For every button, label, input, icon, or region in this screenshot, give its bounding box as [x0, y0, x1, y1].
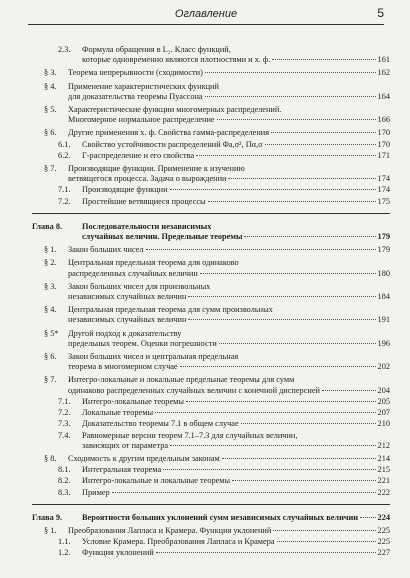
entry-title-line: Производящие функции. Применение к изучению — [68, 164, 245, 174]
toc-section-entry[interactable] — [32, 329, 390, 349]
entry-title-line: Свойство устойчивости распределений Φa,σ², Πα,σ — [82, 139, 263, 149]
header-page-number: 5 — [377, 6, 384, 20]
entry-title-line: Интегральная теорема — [82, 465, 162, 475]
entry-page-number: 214 — [377, 453, 390, 463]
dot-leader — [232, 480, 375, 481]
entry-page-number: 227 — [377, 548, 390, 558]
chapter-divider — [32, 504, 390, 505]
entry-page-number: 175 — [377, 196, 390, 206]
entry-number: 7.2. — [58, 408, 71, 418]
dot-leader — [156, 552, 376, 553]
entry-title-line: Вероятности больших уклонений сумм независимых случайных величин — [82, 512, 359, 522]
toc-section-entry[interactable] — [32, 282, 390, 302]
entry-title-line: случайных величин. Предельные теоремы — [82, 232, 243, 242]
dot-leader — [271, 132, 375, 133]
entry-number: 7.1. — [58, 185, 71, 195]
entry-title-line: одинаково распределенных случайных величин с конечной дисперсией — [68, 385, 320, 395]
toc-subsection-entry[interactable] — [32, 408, 390, 418]
entry-number: 8.2. — [58, 476, 71, 486]
entry-title-line: Закон больших чисел для произвольных — [68, 281, 211, 291]
dot-leader — [170, 189, 376, 190]
entry-title-line: Интегро-локальные теоремы — [82, 396, 184, 406]
dot-leader — [217, 119, 376, 120]
toc-section-entry[interactable] — [32, 245, 390, 255]
entry-title-line: Функция уклонений — [82, 548, 154, 558]
entry-page-number: 205 — [377, 396, 390, 406]
entry-page-number: 224 — [377, 512, 390, 522]
entry-title-line: Преобразования Лапласа и Крамера. Функция уклонений — [68, 525, 272, 535]
entry-page-number: 174 — [377, 185, 390, 195]
dot-leader — [180, 366, 376, 367]
entry-page-number: 225 — [377, 525, 390, 535]
entry-title-line: которые одновременно являются плотностями и х. ф. — [82, 55, 271, 65]
entry-number: § 1. — [44, 525, 57, 535]
toc-chapter-entry[interactable] — [32, 513, 390, 523]
entry-number: Глава 8. — [32, 221, 63, 231]
entry-page-number: 204 — [377, 385, 390, 395]
toc-subsection-entry[interactable] — [32, 185, 390, 195]
entry-page-number: 196 — [377, 338, 390, 348]
toc-section-entry[interactable] — [32, 305, 390, 325]
toc-subsection-entry[interactable] — [32, 488, 390, 498]
toc-section-entry[interactable] — [32, 164, 390, 184]
entry-title-line: Производящие функции — [82, 185, 168, 195]
entry-number: 7.4. — [58, 430, 71, 440]
dot-leader — [155, 412, 376, 413]
entry-title-line: Условие Крамера. Преобразования Лапласа и Крамера — [82, 537, 275, 547]
entry-title-line: Другой подход к доказательству — [68, 328, 182, 338]
dot-leader — [228, 178, 375, 179]
entry-number: § 4. — [44, 305, 57, 315]
entry-number: § 5* — [44, 328, 59, 338]
entry-number: § 2. — [44, 258, 57, 268]
dot-leader — [277, 541, 376, 542]
entry-title-line: Γ-распределение и его свойства — [82, 150, 195, 160]
toc-section-entry[interactable] — [32, 526, 390, 536]
entry-number: 7.2. — [58, 196, 71, 206]
entry-title-line: Пример — [82, 487, 110, 497]
entry-page-number: 170 — [377, 139, 390, 149]
entry-title-line: распределенных случайных величин — [68, 268, 198, 278]
table-of-contents — [32, 44, 390, 559]
toc-section-entry[interactable] — [32, 82, 390, 102]
entry-page-number: 184 — [377, 292, 390, 302]
dot-leader — [273, 530, 375, 531]
header-title: Оглавление — [174, 8, 238, 20]
entry-title-line: теорема в многомерном случае — [68, 362, 178, 372]
toc-subsection-entry[interactable] — [32, 431, 390, 451]
dot-leader — [112, 492, 376, 493]
dot-leader — [205, 72, 376, 73]
entry-page-number: 174 — [377, 174, 390, 184]
toc-subsection-entry[interactable] — [32, 537, 390, 547]
entry-title-line: Локальные теоремы — [82, 408, 154, 418]
entry-page-number: 166 — [377, 115, 390, 125]
entry-title-line: Доказательство теоремы 7.1 в общем случае — [82, 419, 239, 429]
dot-leader — [219, 343, 376, 344]
entry-number: 8.1. — [58, 465, 71, 475]
toc-section-entry[interactable] — [32, 352, 390, 372]
entry-number: § 5. — [44, 105, 57, 115]
entry-title-line: Закон больших чисел и центральная предельная — [68, 352, 239, 362]
entry-page-number: 179 — [377, 232, 390, 242]
toc-section-entry[interactable] — [32, 375, 390, 395]
toc-chapter-entry[interactable] — [32, 222, 390, 242]
entry-page-number: 221 — [377, 476, 390, 486]
entry-number: § 8. — [44, 453, 57, 463]
entry-number: § 6. — [44, 352, 57, 362]
entry-title-line: Закон больших чисел — [68, 245, 144, 255]
toc-subsection-entry[interactable] — [32, 45, 390, 65]
entry-number: § 7. — [44, 164, 57, 174]
entry-page-number: 222 — [377, 487, 390, 497]
entry-number: § 3. — [44, 281, 57, 291]
entry-number: 7.3. — [58, 419, 71, 429]
dot-leader — [244, 236, 375, 237]
entry-number: § 4. — [44, 81, 57, 91]
toc-section-entry[interactable] — [32, 105, 390, 125]
toc-subsection-entry[interactable] — [32, 548, 390, 558]
entry-title-line: независимых случайных величин — [68, 292, 187, 302]
dot-leader — [163, 469, 375, 470]
dot-leader — [265, 144, 376, 145]
entry-page-number: 191 — [377, 315, 390, 325]
entry-page-number: 164 — [377, 91, 390, 101]
entry-page-number: 180 — [377, 268, 390, 278]
entry-title-line: Другие применения х. ф. Свойства гамма-распределения — [68, 128, 270, 138]
entry-page-number: 202 — [377, 362, 390, 372]
entry-title-line: зависящих от параметра — [82, 440, 169, 450]
entry-page-number: 171 — [377, 150, 390, 160]
toc-subsection-entry[interactable] — [32, 151, 390, 161]
entry-number: § 7. — [44, 375, 57, 385]
dot-leader — [146, 249, 376, 250]
entry-number: § 1. — [44, 245, 57, 255]
dot-leader — [196, 155, 375, 156]
entry-number: 7.1. — [58, 396, 71, 406]
entry-number: Глава 9. — [32, 512, 63, 522]
entry-title-line: независимых случайных величин — [68, 315, 187, 325]
entry-title-line: Сходимость к другим предельным законам — [68, 453, 220, 463]
entry-title-line: предельных теорем. Оценки погрешности — [68, 338, 217, 348]
entry-title-line: Центральная предельная теорема для одинаково — [68, 258, 239, 268]
entry-number: § 6. — [44, 128, 57, 138]
entry-number: 8.3. — [58, 487, 71, 497]
dot-leader — [170, 445, 375, 446]
dot-leader — [272, 59, 375, 60]
entry-page-number: 161 — [377, 55, 390, 65]
entry-number: 1.1. — [58, 537, 71, 547]
entry-page-number: 215 — [377, 465, 390, 475]
chapter-divider — [32, 213, 390, 214]
toc-subsection-entry[interactable] — [32, 419, 390, 429]
entry-title-line: Центральная предельная теорема для сумм произвольных — [68, 305, 273, 315]
entry-title-line: ветвящегося процесса. Задача о вырождении — [68, 174, 227, 184]
entry-page-number: 179 — [377, 245, 390, 255]
entry-title-line: Характеристические функции многомерных распределений. — [68, 105, 282, 115]
dot-leader — [360, 517, 375, 518]
entry-page-number: 210 — [377, 419, 390, 429]
entry-title-line: Простейшие ветвящиеся процессы — [82, 196, 206, 206]
entry-page-number: 225 — [377, 537, 390, 547]
running-header — [28, 6, 384, 25]
dot-leader — [241, 423, 376, 424]
entry-number: 2.3. — [58, 45, 71, 54]
entry-page-number: 170 — [377, 128, 390, 138]
toc-subsection-entry[interactable] — [32, 476, 390, 486]
dot-leader — [208, 201, 376, 202]
entry-title-line: Интегро-локальные и локальные предельные теоремы для сумм — [68, 375, 295, 385]
dot-leader — [188, 319, 375, 320]
dot-leader — [205, 96, 376, 97]
dot-leader — [222, 458, 376, 459]
entry-title-line: для доказательства теоремы Пуассона — [68, 91, 203, 101]
dot-leader — [188, 296, 375, 297]
toc-section-entry[interactable] — [32, 454, 390, 464]
entry-title-line: Теорема непрерывности (сходимости) — [68, 68, 203, 78]
entry-title-line: Интегро-локальные и локальные теоремы — [82, 476, 231, 486]
toc-section-entry[interactable] — [32, 258, 390, 278]
dot-leader — [322, 390, 376, 391]
dot-leader — [186, 401, 376, 402]
entry-page-number: 162 — [377, 68, 390, 78]
entry-number: 6.1. — [58, 139, 71, 149]
entry-number: 6.2. — [58, 150, 71, 160]
toc-section-entry[interactable] — [32, 128, 390, 138]
entry-number: § 3. — [44, 68, 57, 78]
entry-page-number: 212 — [377, 440, 390, 450]
toc-subsection-entry[interactable] — [32, 465, 390, 475]
entry-page-number: 207 — [377, 408, 390, 418]
entry-number: 1.2. — [58, 548, 71, 558]
toc-subsection-entry[interactable] — [32, 197, 390, 207]
entry-title-line: Применение характеристических функций — [68, 81, 219, 91]
toc-subsection-entry[interactable] — [32, 140, 390, 150]
entry-title-line: Равномерные версии теорем 7.1–7.3 для случайных величин, — [82, 430, 298, 440]
entry-title-line: Последовательности независимых — [82, 221, 212, 231]
toc-subsection-entry[interactable] — [32, 397, 390, 407]
entry-title-line: Многомерное нормальное распределение — [68, 115, 215, 125]
dot-leader — [200, 273, 376, 274]
entry-title-line: Формула обращения в L₂. Класс функций, — [82, 45, 231, 54]
toc-section-entry[interactable] — [32, 68, 390, 78]
